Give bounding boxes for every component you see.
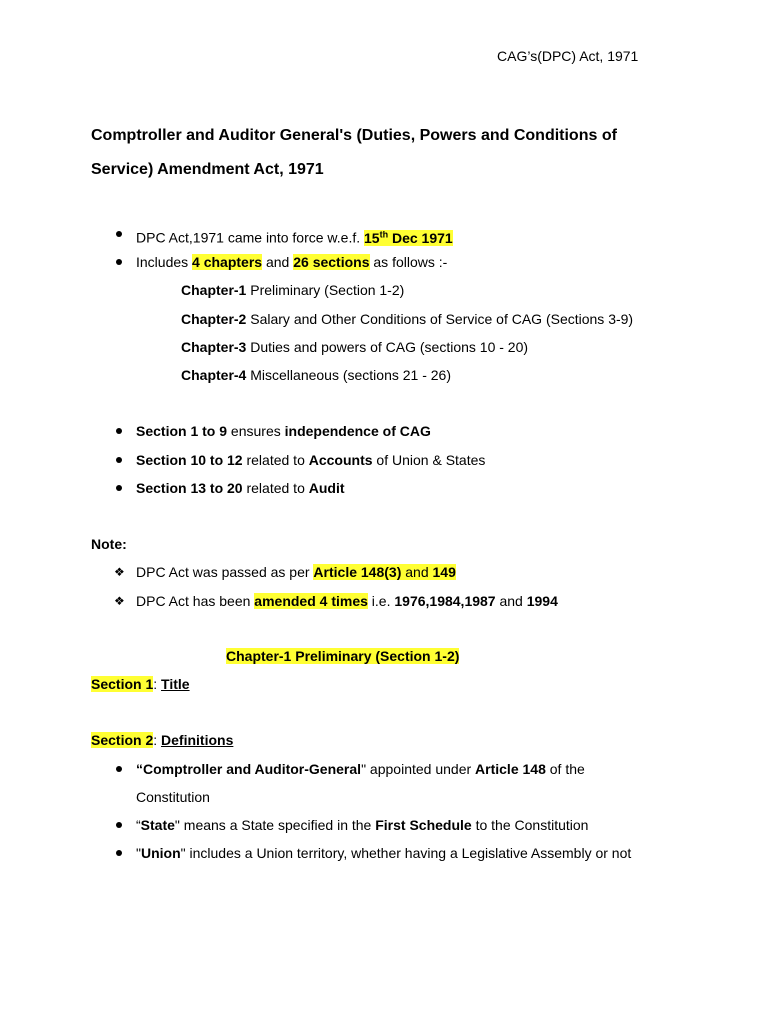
bullet-icon bbox=[116, 850, 122, 856]
text: " bbox=[174, 817, 180, 833]
section-label: Section 2 bbox=[91, 732, 154, 748]
section-topic: Accounts bbox=[308, 452, 373, 468]
chapter-item bbox=[181, 365, 451, 385]
bullet-icon bbox=[116, 457, 122, 463]
section-2-heading bbox=[91, 730, 233, 750]
intro-bullet-2 bbox=[136, 252, 447, 272]
text: related to bbox=[242, 480, 309, 496]
text: " bbox=[361, 761, 367, 777]
text: i.e. bbox=[367, 593, 395, 609]
section-range: Section 1 to 9 bbox=[136, 423, 228, 439]
article-148-3: Article 148(3) bbox=[313, 564, 402, 580]
section-topic: Audit bbox=[308, 480, 345, 496]
definition-continuation: Constitution bbox=[136, 789, 210, 805]
text: DPC Act was passed as per bbox=[136, 564, 314, 580]
bullet-icon bbox=[116, 231, 122, 237]
note-item-1 bbox=[136, 562, 456, 582]
text: related to bbox=[242, 452, 309, 468]
chapter-name: Chapter-4 bbox=[181, 367, 247, 383]
definition-term: Union bbox=[140, 845, 181, 861]
chapter-name: Chapter-3 bbox=[181, 339, 247, 355]
chapter1-heading-text: Chapter-1 Preliminary (Section 1-2) bbox=[226, 648, 460, 664]
bullet-icon bbox=[116, 428, 122, 434]
text: includes a Union territory, whether having a Legislative Assembly or not bbox=[185, 845, 632, 861]
text: as follows :- bbox=[369, 254, 448, 270]
chapter-item bbox=[181, 309, 633, 329]
section-summary-item bbox=[136, 421, 431, 441]
bullet-icon bbox=[116, 822, 122, 828]
page-header: CAG’s(DPC) Act, 1971 bbox=[497, 48, 639, 64]
article-ref bbox=[313, 564, 455, 580]
amendment-years: 1976,1984,1987 bbox=[394, 593, 496, 609]
diamond-bullet-icon: ❖ bbox=[114, 594, 125, 608]
definition-item bbox=[136, 815, 588, 835]
definition-item bbox=[136, 759, 585, 779]
text: “ bbox=[136, 817, 141, 833]
text: : bbox=[153, 676, 162, 692]
chapter-name: Chapter-2 bbox=[181, 311, 247, 327]
text: and bbox=[401, 564, 433, 580]
chapter-item bbox=[181, 280, 404, 300]
section-title: Definitions bbox=[161, 732, 234, 748]
section-summary-item bbox=[136, 478, 345, 498]
definition-term: State bbox=[140, 817, 175, 833]
section-range: Section 10 to 12 bbox=[136, 452, 243, 468]
text: " bbox=[180, 845, 186, 861]
date-sup: th bbox=[379, 229, 389, 239]
chapter-desc: Duties and powers of CAG (sections 10 - 20) bbox=[246, 339, 529, 355]
text: and bbox=[262, 254, 294, 270]
text: " bbox=[136, 845, 141, 861]
diamond-bullet-icon: ❖ bbox=[114, 565, 125, 579]
document-title-line1: Comptroller and Auditor General's (Duties, Powers and Conditions of bbox=[91, 127, 617, 144]
text: of the bbox=[545, 761, 585, 777]
note-item-2 bbox=[136, 591, 558, 611]
section-range: Section 13 to 20 bbox=[136, 480, 243, 496]
section-title: Title bbox=[161, 676, 190, 692]
document-title-line2: Service) Amendment Act, 1971 bbox=[91, 161, 324, 178]
section-label: Section 1 bbox=[91, 676, 154, 692]
bullet-icon bbox=[116, 259, 122, 265]
amendment-year-last: 1994 bbox=[526, 593, 558, 609]
chapter-desc: Salary and Other Conditions of Service of CAG (Sections 3-9) bbox=[246, 311, 634, 327]
schedule-ref: First Schedule bbox=[375, 817, 472, 833]
definition-item bbox=[136, 843, 631, 863]
chapter-name: Chapter-1 bbox=[181, 282, 247, 298]
text: and bbox=[495, 593, 527, 609]
section-summary-item bbox=[136, 450, 485, 470]
section-1-heading bbox=[91, 674, 190, 694]
text: of Union & States bbox=[372, 452, 486, 468]
date-rest: Dec 1971 bbox=[388, 229, 453, 246]
sections-count: 26 sections bbox=[293, 254, 370, 270]
article-ref: Article 148 bbox=[475, 761, 546, 777]
note-label: Note: bbox=[91, 536, 127, 552]
effective-date bbox=[364, 230, 453, 246]
chapters-count: 4 chapters bbox=[192, 254, 263, 270]
text: to the Constitution bbox=[471, 817, 589, 833]
date-day: 15 bbox=[364, 229, 380, 246]
definition-term: “Comptroller and Auditor-General bbox=[136, 761, 362, 777]
text: means a State specified in the bbox=[179, 817, 376, 833]
text: ensures bbox=[227, 423, 285, 439]
text: : bbox=[153, 732, 162, 748]
intro-text: DPC Act,1971 came into force w.e.f. bbox=[136, 229, 364, 246]
section-topic: independence of CAG bbox=[284, 423, 431, 439]
amended-count: amended 4 times bbox=[254, 593, 368, 609]
chapter-item bbox=[181, 337, 528, 357]
bullet-icon bbox=[116, 485, 122, 491]
chapter-desc: Miscellaneous (sections 21 - 26) bbox=[246, 367, 452, 383]
chapter-desc: Preliminary (Section 1-2) bbox=[246, 282, 405, 298]
text: Includes bbox=[136, 254, 193, 270]
text: appointed under bbox=[366, 761, 476, 777]
article-149: 149 bbox=[432, 564, 456, 580]
intro-bullet-1 bbox=[136, 224, 453, 248]
text: DPC Act has been bbox=[136, 593, 255, 609]
bullet-icon bbox=[116, 766, 122, 772]
chapter1-heading bbox=[226, 646, 459, 666]
